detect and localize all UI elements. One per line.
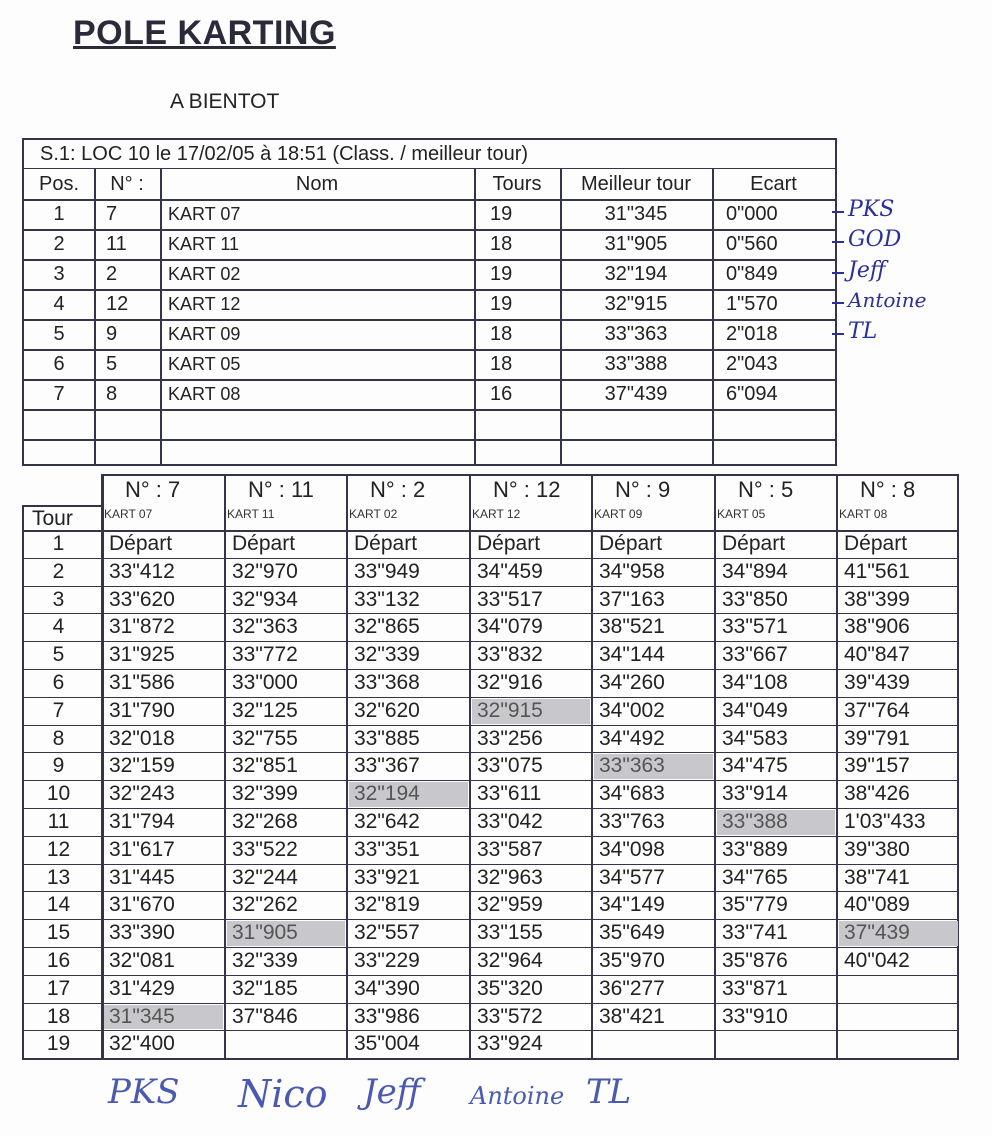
kart-header-name: KART 08 (839, 507, 888, 521)
kart-header-number: N° : 9 (615, 477, 671, 502)
lap-time-cell: 38"399 (844, 587, 910, 611)
laps-row-divider (22, 808, 959, 809)
ranking-cell: 19 (490, 293, 513, 315)
ranking-cell: 5 (53, 323, 65, 345)
ranking-row (24, 349, 835, 379)
lap-number: 6 (52, 671, 65, 694)
handwritten-dash (832, 211, 844, 213)
lap-number: 7 (52, 698, 65, 722)
lap-time-cell: 33"889 (722, 837, 788, 861)
lap-time-cell: 1'03"433 (844, 810, 926, 833)
ranking-cell: 33"388 (604, 353, 668, 375)
lap-time-cell: 31"617 (109, 837, 175, 861)
handwritten-bottom-name: Jeff (363, 1072, 421, 1112)
ranking-row (24, 229, 835, 259)
lap-time-cell: 38"426 (844, 782, 910, 806)
lap-time-cell: 33"914 (722, 782, 788, 806)
lap-time-cell: 34"475 (722, 754, 788, 778)
ranking-row (24, 319, 835, 349)
lap-time-cell: 32"963 (477, 865, 543, 889)
ranking-row-divider (24, 259, 835, 261)
laps-row-divider (22, 752, 959, 753)
kart-header-number: N° : 8 (860, 477, 916, 502)
lap-number: 14 (46, 893, 71, 917)
lap-number: 13 (46, 865, 71, 889)
lap-time-cell: 33"042 (477, 810, 543, 833)
lap-time-cell: 39"157 (844, 754, 910, 778)
lap-time-cell: 34"390 (354, 976, 420, 1000)
lap-time-cell: 34"583 (722, 726, 788, 750)
ranking-row-divider (24, 349, 835, 351)
lap-time-cell: 34"149 (599, 893, 665, 917)
lap-time-cell: 39"439 (844, 671, 910, 694)
laps-row-divider (22, 669, 959, 670)
ranking-cell: 6 (53, 353, 65, 375)
ranking-cell: KART 12 (168, 294, 241, 314)
ranking-cell: 2 (53, 233, 65, 255)
lap-number: 12 (46, 837, 71, 861)
lap-time-cell (839, 977, 958, 1002)
lap-time-cell: 32"642 (354, 810, 420, 833)
kart-header-name: KART 09 (594, 507, 643, 521)
lap-time-cell: 33"832 (477, 643, 543, 667)
lap-time-cell: 34"098 (599, 837, 665, 861)
laps-column-divider (224, 474, 226, 1058)
lap-time-cell: 32"755 (232, 726, 298, 750)
lap-time-cell: Départ (109, 532, 173, 555)
lap-time-cell: 31"925 (109, 643, 175, 667)
ranking-row-divider (24, 379, 835, 381)
ranking-row-divider (24, 229, 835, 231)
lap-time-cell: 37"163 (599, 587, 665, 611)
ranking-cell: 6"094 (726, 383, 778, 405)
lap-time-cell: 34"049 (722, 698, 788, 722)
laps-column-divider (469, 474, 471, 1058)
lap-time-cell: Départ (232, 532, 296, 555)
lap-time-cell: 35"970 (599, 949, 665, 972)
lap-time-cell: 34"002 (599, 698, 665, 722)
ranking-cell: 2"043 (726, 353, 778, 375)
lap-time-cell: 33"611 (477, 782, 542, 806)
ranking-header-cell: Meilleur tour (580, 173, 692, 195)
lap-number: 3 (52, 587, 65, 611)
lap-time-cell: 31"872 (109, 615, 175, 639)
ranking-cell: 31"905 (604, 233, 668, 255)
ranking-cell: 9 (106, 323, 118, 345)
ranking-cell: 7 (53, 383, 65, 405)
lap-times-table (22, 474, 960, 1060)
ranking-table (22, 138, 837, 466)
ranking-cell: 3 (53, 263, 65, 285)
lap-time-cell: 40"042 (844, 949, 910, 972)
laps-bottom-border (22, 1058, 959, 1060)
lap-number: 2 (52, 559, 65, 583)
lap-time-cell: 33"871 (722, 976, 788, 1000)
lap-time-cell: 33"132 (354, 587, 420, 611)
laps-top-border (101, 474, 959, 476)
handwritten-name: PKS (848, 197, 895, 222)
handwritten-name: Antoine (848, 288, 927, 312)
lap-time-cell: 34"459 (477, 559, 543, 583)
ranking-row (24, 289, 835, 319)
lap-time-cell: 32"185 (232, 976, 298, 1000)
ranking-row-divider (24, 409, 835, 411)
kart-header-name: KART 05 (717, 507, 766, 521)
lap-time-cell (717, 1032, 835, 1057)
ranking-cell: 18 (490, 233, 513, 255)
ranking-cell: KART 08 (168, 384, 241, 404)
lap-time-cell: 35"649 (599, 921, 665, 945)
lap-time-cell: 32"934 (232, 587, 298, 611)
lap-time-cell: 32"620 (354, 698, 420, 722)
best-lap-cell: 37"439 (839, 921, 958, 946)
lap-time-cell: 33"256 (477, 726, 543, 750)
lap-time-cell: 33"910 (722, 1004, 788, 1028)
kart-header-number: N° : 12 (493, 477, 561, 502)
lap-time-cell: 32"865 (354, 615, 420, 639)
ranking-row (24, 379, 835, 409)
laps-column-divider (714, 474, 716, 1058)
ranking-cell: 37"439 (604, 383, 668, 405)
lap-time-cell: 37"846 (232, 1004, 298, 1028)
kart-header-name: KART 11 (227, 507, 275, 521)
ranking-header-row (24, 169, 835, 199)
lap-time-cell: 33"620 (109, 587, 175, 611)
ranking-cell: 18 (490, 353, 513, 375)
lap-time-cell: 32"916 (477, 671, 543, 694)
lap-time-cell: 35"320 (477, 976, 543, 1000)
lap-number: 5 (52, 643, 65, 667)
kart-header-name: KART 02 (349, 507, 398, 521)
handwritten-name: Jeff (848, 258, 886, 283)
ranking-cell: 32"194 (604, 263, 668, 285)
lap-time-cell: 34"683 (599, 782, 665, 806)
laps-column-divider (346, 474, 348, 1058)
lap-time-cell: 33"763 (599, 810, 665, 833)
ranking-cell: 1"570 (726, 293, 778, 315)
lap-time-cell: 33"368 (354, 671, 420, 694)
best-lap-cell: 32"915 (472, 699, 590, 724)
lap-time-cell: 32"399 (232, 782, 298, 806)
laps-row-divider (22, 780, 959, 781)
lap-time-cell: 33"572 (477, 1004, 543, 1028)
lap-number: 8 (52, 726, 65, 750)
lap-time-cell: 40"847 (844, 643, 910, 667)
lap-time-cell: 32"125 (232, 698, 298, 722)
lap-time-cell: 32"959 (477, 893, 543, 917)
ranking-row-divider (24, 439, 835, 441)
ranking-row-divider (24, 199, 835, 201)
kart-header-number: N° : 7 (125, 477, 181, 502)
lap-time-cell: 31"429 (109, 976, 175, 1000)
lap-time-cell: Départ (844, 532, 908, 555)
ranking-cell: 18 (490, 323, 513, 345)
lap-time-cell: 35"004 (354, 1032, 420, 1056)
lap-number: 10 (46, 782, 71, 806)
page-subtitle: A BIENTOT (170, 90, 280, 113)
handwritten-dash (832, 241, 844, 243)
lap-time-cell: 33"772 (232, 643, 298, 667)
lap-time-cell: 36"277 (599, 976, 665, 1000)
lap-time-cell: 38"906 (844, 615, 910, 639)
ranking-cell: 7 (106, 203, 118, 225)
lap-time-cell: 34"765 (722, 865, 788, 889)
lap-time-cell: 34"079 (477, 615, 543, 639)
ranking-header-cell: Nom (295, 173, 339, 195)
ranking-cell: 11 (106, 233, 127, 255)
lap-time-cell: 32"970 (232, 559, 298, 583)
lap-time-cell: 35"779 (722, 893, 788, 917)
ranking-cell: 19 (490, 203, 513, 225)
ranking-row-divider (24, 319, 835, 321)
ranking-cell: 33"363 (604, 323, 668, 345)
ranking-cell: 2 (106, 263, 118, 285)
lap-time-cell: 40"089 (844, 893, 910, 917)
lap-time-cell (839, 1005, 958, 1030)
lap-time-cell: 32"964 (477, 949, 543, 972)
ranking-cell: 12 (106, 293, 129, 315)
lap-time-cell: 32"339 (354, 643, 420, 667)
lap-time-cell: 39"791 (844, 726, 910, 750)
lap-time-cell: 33"412 (109, 559, 175, 583)
ranking-cell: 1 (53, 203, 65, 225)
laps-row-divider (22, 613, 959, 614)
kart-header-number: N° : 5 (738, 477, 794, 502)
ranking-header-cell: Tours (492, 173, 542, 195)
lap-time-cell (594, 1032, 713, 1057)
lap-time-cell: 33"229 (354, 949, 420, 972)
lap-time-cell: 33"741 (722, 921, 788, 945)
lap-time-cell: 32"819 (354, 893, 420, 917)
lap-time-cell: 33"587 (477, 837, 543, 861)
page-title: POLE KARTING (73, 14, 336, 52)
lap-time-cell: 39"380 (844, 837, 910, 861)
lap-time-cell: 33"155 (477, 921, 543, 945)
handwritten-dash (832, 302, 844, 304)
lap-time-cell: 34"108 (722, 671, 788, 694)
lap-time-cell: 33"367 (354, 754, 420, 778)
lap-time-cell: 33"921 (354, 865, 420, 889)
ranking-row (24, 259, 835, 289)
lap-time-cell: 32"243 (109, 782, 175, 806)
ranking-header-cell: N° : (110, 173, 144, 195)
ranking-cell: 0"560 (726, 233, 778, 255)
ranking-row (24, 199, 835, 229)
ranking-cell: KART 02 (168, 264, 241, 284)
handwritten-bottom-name: TL (586, 1072, 632, 1112)
lap-time-cell: 34"260 (599, 671, 665, 694)
lap-time-cell: 32"339 (232, 949, 298, 972)
handwritten-dash (832, 333, 844, 335)
best-lap-cell: 33"363 (594, 754, 713, 779)
ranking-cell: 32"915 (604, 293, 668, 315)
handwritten-dash (832, 272, 844, 274)
lap-time-cell: 32"018 (109, 726, 175, 750)
laps-column-divider (836, 474, 838, 1058)
lap-time-cell (839, 1032, 958, 1057)
lap-time-cell: 34"144 (599, 643, 665, 667)
lap-time-cell: 32"159 (109, 754, 175, 778)
lap-number: 11 (47, 810, 70, 833)
best-lap-cell: 33"388 (717, 810, 835, 835)
best-lap-cell: 31"345 (104, 1005, 223, 1030)
lap-number: 9 (52, 754, 65, 778)
lap-time-cell: 31"586 (109, 671, 175, 694)
lap-time-cell: 33"522 (232, 837, 298, 861)
lap-time-cell: 31"445 (109, 865, 175, 889)
ranking-cell: 4 (53, 293, 65, 315)
ranking-cell: 19 (490, 263, 513, 285)
laps-row-divider (22, 1030, 959, 1031)
lap-time-cell: 33"949 (354, 559, 420, 583)
session-caption: S.1: LOC 10 le 17/02/05 à 18:51 (Class. / meilleur tour) (24, 140, 835, 169)
lap-time-cell: Départ (354, 532, 418, 555)
ranking-cell: 31"345 (604, 203, 668, 225)
best-lap-cell: 31"905 (227, 921, 345, 946)
ranking-cell: KART 11 (168, 234, 240, 254)
lap-time-cell: 32"363 (232, 615, 298, 639)
lap-time-cell: 38"421 (599, 1004, 665, 1028)
ranking-cell: 5 (106, 353, 118, 375)
ranking-cell: KART 05 (168, 354, 241, 374)
laps-row-divider (22, 891, 959, 892)
lap-time-cell: 37"764 (844, 698, 910, 722)
ranking-header-cell: Ecart (750, 173, 797, 195)
lap-time-cell: 31"670 (109, 893, 175, 917)
lap-time-cell: 32"851 (232, 754, 298, 778)
lap-time-cell: Départ (722, 532, 786, 555)
kart-header-number: N° : 11 (248, 477, 314, 502)
kart-header-name: KART 12 (472, 507, 521, 521)
lap-time-cell: 33"924 (477, 1032, 543, 1056)
ranking-cell: 0"849 (726, 263, 778, 285)
ranking-header-cell: Pos. (38, 173, 80, 195)
lap-time-cell: 32"244 (232, 865, 298, 889)
lap-time-cell: 33"390 (109, 921, 175, 945)
lap-time-cell: 31"794 (109, 810, 175, 833)
lap-number: 17 (46, 976, 71, 1000)
lap-number: 15 (46, 921, 71, 945)
laps-row-divider (22, 919, 959, 920)
lap-number: 4 (52, 615, 65, 639)
lap-time-cell: 33"000 (232, 671, 298, 694)
lap-number: 16 (46, 949, 71, 972)
lap-number: 19 (46, 1032, 71, 1056)
laps-row-divider (22, 641, 959, 642)
lap-time-cell: 38"741 (844, 865, 910, 889)
lap-time-cell: 33"351 (354, 837, 420, 861)
lap-time-cell: 34"894 (722, 559, 788, 583)
lap-time-cell: 32"262 (232, 893, 298, 917)
lap-time-cell: 31"790 (109, 698, 175, 722)
lap-time-cell: 41"561 (844, 559, 910, 583)
laps-column-divider (591, 474, 593, 1058)
lap-number: 18 (46, 1004, 71, 1028)
best-lap-cell: 32"194 (349, 782, 468, 807)
ranking-cell: 0"000 (726, 203, 778, 225)
lap-time-cell: 33"986 (354, 1004, 420, 1028)
ranking-row (24, 439, 835, 469)
handwritten-bottom-name: PKS (108, 1072, 180, 1112)
ranking-cell: 2"018 (726, 323, 778, 345)
lap-time-cell: 33"667 (722, 643, 788, 667)
ranking-cell: 8 (106, 383, 118, 405)
laps-row-divider (22, 947, 959, 948)
handwritten-name: GOD (848, 227, 902, 252)
ranking-row (24, 409, 835, 439)
handwritten-name: TL (848, 319, 878, 344)
tour-header: Tour (32, 507, 73, 530)
lap-time-cell: 35"876 (722, 949, 788, 972)
lap-number: 1 (52, 532, 65, 555)
lap-time-cell: Départ (599, 532, 663, 555)
lap-time-cell: 34"958 (599, 559, 665, 583)
ranking-cell: KART 09 (168, 324, 241, 344)
ranking-cell: 16 (490, 383, 513, 405)
lap-time-cell: Départ (477, 532, 541, 555)
kart-header-name: KART 07 (104, 507, 153, 521)
lap-time-cell: 33"075 (477, 754, 543, 778)
lap-time-cell: 33"517 (477, 587, 543, 611)
lap-time-cell: 34"577 (599, 865, 665, 889)
lap-time-cell: 34"492 (599, 726, 665, 750)
lap-time-cell: 38"521 (599, 615, 665, 639)
lap-time-cell: 33"850 (722, 587, 788, 611)
lap-time-cell (227, 1032, 345, 1057)
lap-time-cell: 32"081 (109, 949, 175, 972)
lap-time-cell: 33"885 (354, 726, 420, 750)
lap-time-cell: 32"557 (354, 921, 420, 945)
lap-time-cell: 32"400 (109, 1032, 175, 1056)
lap-time-cell: 33"571 (722, 615, 788, 639)
handwritten-bottom-name: Antoine (470, 1082, 565, 1110)
lap-time-cell: 32"268 (232, 810, 298, 833)
handwritten-bottom-name: Nico (238, 1072, 328, 1116)
ranking-cell: KART 07 (168, 204, 241, 224)
kart-header-number: N° : 2 (370, 477, 426, 502)
ranking-row-divider (24, 289, 835, 291)
